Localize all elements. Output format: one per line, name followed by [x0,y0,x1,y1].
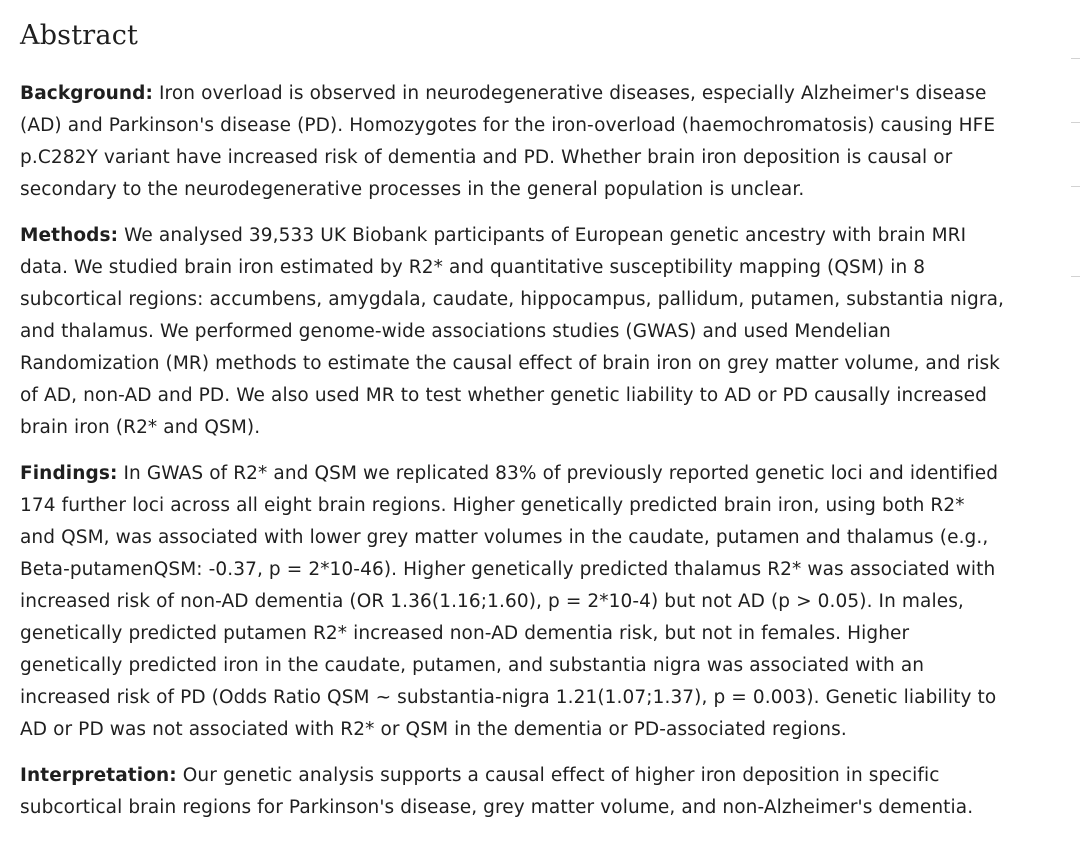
methods-label: Methods: [20,225,119,246]
interpretation-text: Our genetic analysis supports a causal effect of higher iron deposition in specific subcortical brain regions for Parkinson's disease, grey matter volume, and non-Alzheimer's dementia. [20,765,974,818]
findings-label: Findings: [20,463,118,484]
methods-text: We analysed 39,533 UK Biobank participants of European genetic ancestry with brain MRI data. We studied brain iron estimated by R2* and quantitative susceptibility mapping (QSM) in 8 subcortical regions: accumbens, amygdala, caudate, hippocampus, pallidum, putamen, substantia nigra, and thalamus. We performed genome-wide associations studies (GWAS) and used Mendelian Randomization (MR) methods to estimate the causal effect of brain iron on grey matter volume, and risk of AD, non-AD and PD. We also used MR to test whether genetic liability to AD or PD causally increased brain iron (R2* and QSM). [20,225,1005,438]
methods-section [20,220,1005,444]
abstract-heading: Abstract [20,20,139,51]
interpretation-label: Interpretation: [20,765,177,786]
findings-section [20,458,1005,746]
edge-tick [1071,58,1080,59]
background-section [20,78,1005,206]
interpretation-section [20,760,1005,824]
background-label: Background: [20,83,154,104]
edge-tick [1071,276,1080,277]
abstract-container [20,14,1005,838]
findings-text: In GWAS of R2* and QSM we replicated 83% of previously reported genetic loci and identified 174 further loci across all eight brain regions. Higher genetically predicted brain iron, using both R2* and QSM, was associated with lower grey matter volumes in the caudate, putamen and thalamus (e.g., Beta-putamenQSM: -0.37, p = 2*10-46). Higher genetically predicted thalamus R2* was associated with increased risk of non-AD dementia (OR 1.36(1.16;1.60), p = 2*10-4) but not AD (p > 0.05). In males, genetically predicted putamen R2* increased non-AD dementia risk, but not in females. Higher genetically predicted iron in the caudate, putamen, and substantia nigra was associated with an increased risk of PD (Odds Ratio QSM ~ substantia-nigra 1.21(1.07;1.37), p = 0.003). Genetic liability to AD or PD was not associated with R2* or QSM in the dementia or PD-associated regions. [20,463,999,740]
edge-tick [1071,122,1080,123]
edge-tick [1071,186,1080,187]
scroll-edge-marks [1070,0,1080,861]
background-text: Iron overload is observed in neurodegenerative diseases, especially Alzheimer's disease (AD) and Parkinson's disease (PD). Homozygotes for the iron-overload (haemochromatosis) causing HFE p.C282Y variant have increased risk of dementia and PD. Whether brain iron deposition is causal or secondary to the neurodegenerative processes in the general population is unclear. [20,83,996,200]
